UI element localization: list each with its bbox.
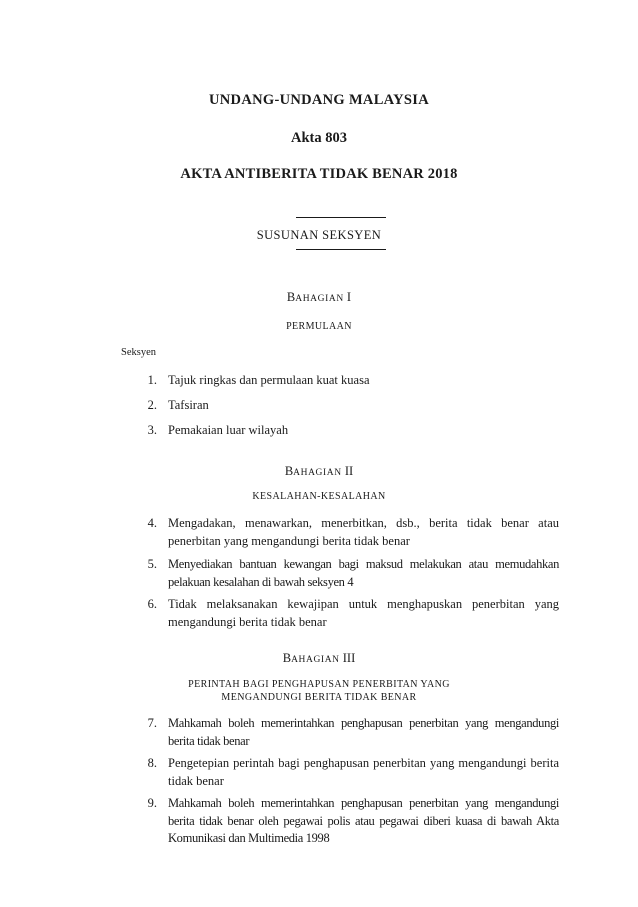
section-text: Mengadakan, menawarkan, menerbitkan, dsb., berita tidak benar atau penerbitan yang mengandungi berita tidak benar [168, 516, 559, 548]
arrangement-heading: SUSUNAN SEKSYEN [256, 228, 382, 242]
section-number: 7. [147, 716, 157, 730]
part-numeral: III [342, 651, 356, 665]
part-2-heading [0, 464, 638, 479]
part-label-initial: B [286, 290, 296, 304]
section-text: Mahkamah boleh memerintahkan penghapusan penerbitan yang mengandungi berita tidak benar [168, 716, 559, 748]
part-1-name: PERMULAAN [286, 321, 352, 332]
seksyen-label: Seksyen [121, 347, 156, 358]
section-number: 6. [147, 597, 157, 611]
bottom-rule [296, 249, 386, 250]
part-numeral: I [346, 290, 352, 304]
section-number: 9. [147, 796, 157, 810]
law-heading: UNDANG-UNDANG MALAYSIA [209, 92, 429, 108]
part-label-rest: AHAGIAN [295, 294, 344, 304]
part-label-rest: AHAGIAN [293, 468, 342, 478]
part-3-name-line-1: PERINTAH BAGI PENGHAPUSAN PENERBITAN YANG [188, 679, 450, 690]
section-number: 4. [147, 516, 157, 530]
top-rule [296, 217, 386, 218]
part-1-heading [0, 290, 638, 305]
section-text: Tidak melaksanakan kewajipan untuk menghapuskan penerbitan yang mengandungi berita tidak benar [168, 597, 559, 629]
act-title: AKTA ANTIBERITA TIDAK BENAR 2018 [180, 166, 458, 182]
act-number: Akta 803 [291, 130, 347, 146]
section-number: 3. [147, 423, 157, 437]
section-number: 8. [147, 756, 157, 770]
section-text: Tajuk ringkas dan permulaan kuat kuasa [168, 373, 370, 387]
section-number: 5. [147, 557, 157, 571]
section-number: 1. [147, 373, 157, 387]
part-numeral: II [344, 464, 354, 478]
section-text: Menyediakan bantuan kewangan bagi maksud melakukan atau memudahkan pelakuan kesalahan di bawah seksyen 4 [168, 557, 559, 589]
part-2-name: KESALAHAN-KESALAHAN [252, 491, 386, 502]
part-label-initial: B [284, 464, 294, 478]
section-text: Mahkamah boleh memerintahkan penghapusan penerbitan yang mengandungi berita tidak benar oleh pegawai polis atau pegawai diberi kuasa di bawah Akta Komunikasi dan Multimedia 1998 [168, 796, 559, 845]
section-text: Pemakaian luar wilayah [168, 423, 289, 437]
part-label-rest: AHAGIAN [291, 655, 340, 665]
part-3-name-line-2: MENGANDUNGI BERITA TIDAK BENAR [221, 692, 417, 703]
section-text: Pengetepian perintah bagi penghapusan penerbitan yang mengandungi berita tidak benar [168, 756, 559, 788]
section-text: Tafsiran [168, 398, 209, 412]
part-3-heading [0, 651, 638, 666]
part-label-initial: B [282, 651, 292, 665]
section-number: 2. [147, 398, 157, 412]
